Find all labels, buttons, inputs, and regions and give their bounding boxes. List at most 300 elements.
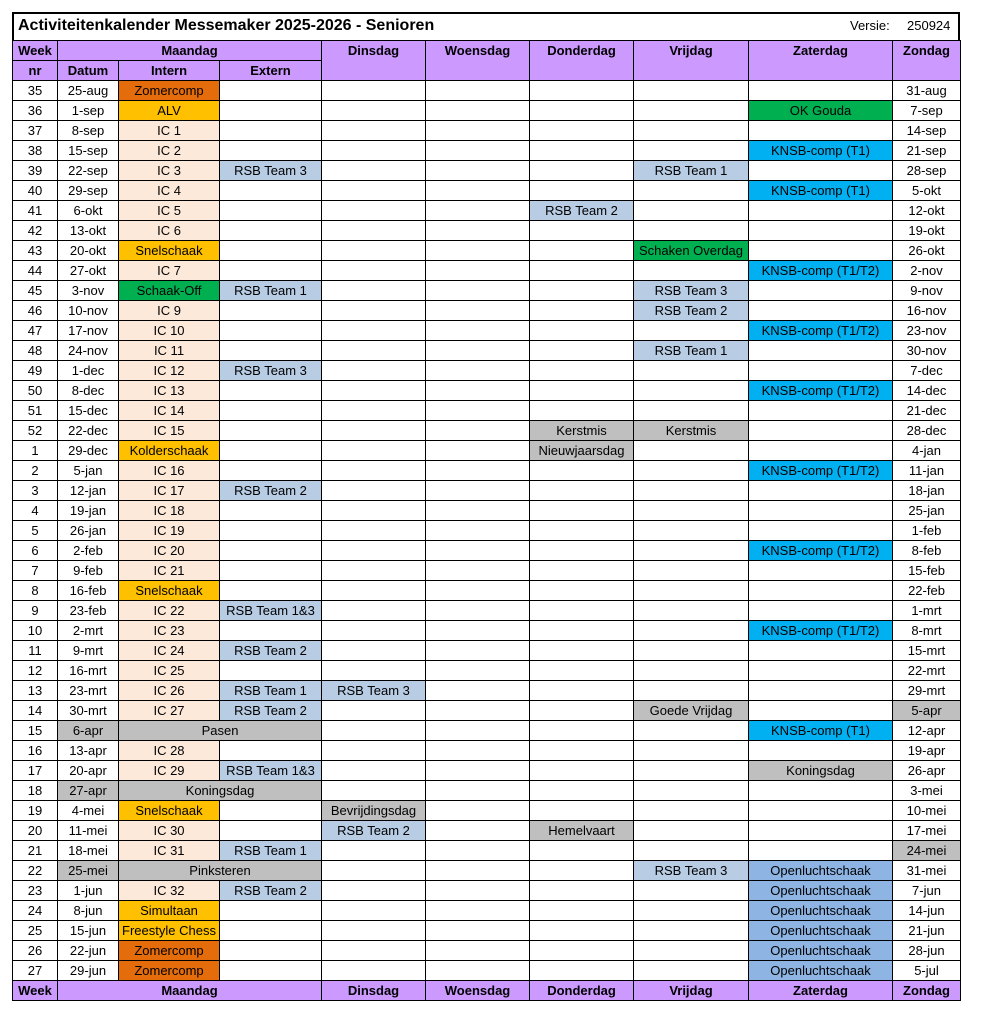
cell-datum: 8-sep [58,121,119,141]
table-row [13,141,961,161]
cell-extern [220,821,322,841]
table-row [13,461,961,481]
cell-dinsdag: RSB Team 3 [322,681,426,701]
cell-woensdag [426,561,530,581]
cell-zondag: 5-jul [893,961,961,981]
cell-extern: RSB Team 2 [220,481,322,501]
cell-week: 26 [13,941,58,961]
cell-extern: RSB Team 1&3 [220,601,322,621]
cell-intern: IC 1 [119,121,220,141]
table-row [13,161,961,181]
cell-extern: RSB Team 1&3 [220,761,322,781]
cell-dinsdag: RSB Team 2 [322,821,426,841]
table-row [13,341,961,361]
table-row [13,541,961,561]
cell-vrijdag [634,941,749,961]
cell-extern: RSB Team 2 [220,881,322,901]
cell-donderdag [530,461,634,481]
cell-week: 15 [13,721,58,741]
cell-zaterdag [749,641,893,661]
cell-dinsdag: Bevrijdingsdag [322,801,426,821]
cell-week: 45 [13,281,58,301]
cell-datum: 22-jun [58,941,119,961]
cell-donderdag [530,481,634,501]
cell-vrijdag [634,961,749,981]
cell-intern: IC 14 [119,401,220,421]
cell-zaterdag [749,161,893,181]
cell-week: 16 [13,741,58,761]
footer-dinsdag: Dinsdag [322,981,426,1001]
cell-intern: IC 5 [119,201,220,221]
cell-week: 46 [13,301,58,321]
cell-datum: 29-sep [58,181,119,201]
header-zaterdag: Zaterdag [749,41,893,81]
cell-dinsdag [322,901,426,921]
header-extern: Extern [220,61,322,81]
cell-extern [220,401,322,421]
cell-intern: IC 10 [119,321,220,341]
cell-zondag: 24-mei [893,841,961,861]
table-row [13,81,961,101]
cell-week: 14 [13,701,58,721]
cell-zaterdag: OK Gouda [749,101,893,121]
cell-donderdag [530,961,634,981]
cell-zondag: 15-mrt [893,641,961,661]
cell-woensdag [426,101,530,121]
cell-zaterdag [749,201,893,221]
cell-zondag: 1-feb [893,521,961,541]
cell-zondag: 17-mei [893,821,961,841]
cell-extern [220,961,322,981]
cell-dinsdag [322,281,426,301]
cell-datum: 1-sep [58,101,119,121]
cell-datum: 30-mrt [58,701,119,721]
table-row [13,181,961,201]
cell-week: 52 [13,421,58,441]
table-row [13,881,961,901]
cell-datum: 17-nov [58,321,119,341]
table-row [13,401,961,421]
cell-extern [220,521,322,541]
cell-vrijdag [634,401,749,421]
cell-intern: IC 32 [119,881,220,901]
table-row [13,261,961,281]
cell-extern [220,181,322,201]
cell-donderdag [530,721,634,741]
cell-dinsdag [322,301,426,321]
header-maandag: Maandag [58,41,322,61]
cell-zaterdag: KNSB-comp (T1/T2) [749,321,893,341]
cell-dinsdag [322,101,426,121]
cell-woensdag [426,641,530,661]
table-row [13,121,961,141]
cell-vrijdag [634,381,749,401]
table-row [13,821,961,841]
cell-dinsdag [322,121,426,141]
cell-week: 13 [13,681,58,701]
cell-week: 41 [13,201,58,221]
cell-datum: 16-mrt [58,661,119,681]
cell-vrijdag [634,321,749,341]
cell-week: 39 [13,161,58,181]
table-row [13,421,961,441]
cell-zaterdag [749,241,893,261]
cell-week: 49 [13,361,58,381]
cell-zaterdag [749,681,893,701]
cell-extern [220,321,322,341]
table-row [13,761,961,781]
cell-dinsdag [322,441,426,461]
cell-datum: 2-mrt [58,621,119,641]
cell-extern [220,81,322,101]
cell-intern: IC 23 [119,621,220,641]
cell-donderdag [530,921,634,941]
table-row [13,281,961,301]
cell-zaterdag: KNSB-comp (T1/T2) [749,621,893,641]
table-row [13,501,961,521]
cell-dinsdag [322,561,426,581]
cell-intern: IC 15 [119,421,220,441]
cell-extern: RSB Team 1 [220,841,322,861]
cell-zondag: 18-jan [893,481,961,501]
cell-week: 44 [13,261,58,281]
cell-extern: RSB Team 2 [220,641,322,661]
cell-intern: IC 13 [119,381,220,401]
table-row [13,301,961,321]
cell-week: 47 [13,321,58,341]
cell-intern: Simultaan [119,901,220,921]
cell-woensdag [426,301,530,321]
cell-extern [220,661,322,681]
cell-donderdag [530,941,634,961]
cell-dinsdag [322,381,426,401]
cell-vrijdag [634,101,749,121]
cell-vrijdag [634,601,749,621]
cell-woensdag [426,521,530,541]
cell-woensdag [426,801,530,821]
cell-datum: 1-jun [58,881,119,901]
header-nr: nr [13,61,58,81]
cell-extern [220,801,322,821]
cell-zaterdag: Openluchtschaak [749,901,893,921]
cell-woensdag [426,281,530,301]
cell-datum: 25-aug [58,81,119,101]
cell-zaterdag: Openluchtschaak [749,881,893,901]
cell-woensdag [426,941,530,961]
cell-extern [220,901,322,921]
table-row [13,741,961,761]
cell-zondag: 5-apr [893,701,961,721]
table-row [13,321,961,341]
cell-zondag: 12-apr [893,721,961,741]
cell-donderdag [530,401,634,421]
cell-extern [220,121,322,141]
cell-donderdag [530,901,634,921]
cell-vrijdag [634,681,749,701]
cell-datum: 27-apr [58,781,119,801]
cell-zaterdag: KNSB-comp (T1/T2) [749,381,893,401]
table-row [13,641,961,661]
cell-zaterdag: Openluchtschaak [749,941,893,961]
cell-week: 3 [13,481,58,501]
table-row [13,221,961,241]
cell-datum: 15-dec [58,401,119,421]
cell-zaterdag [749,361,893,381]
cell-week: 37 [13,121,58,141]
footer-vrijdag: Vrijdag [634,981,749,1001]
table-row [13,621,961,641]
cell-week: 2 [13,461,58,481]
table-row [13,941,961,961]
cell-intern: IC 18 [119,501,220,521]
cell-vrijdag [634,81,749,101]
cell-zondag: 21-jun [893,921,961,941]
cell-datum: 27-okt [58,261,119,281]
cell-extern [220,461,322,481]
cell-datum: 9-feb [58,561,119,581]
cell-zaterdag [749,81,893,101]
cell-datum: 5-jan [58,461,119,481]
cell-week: 36 [13,101,58,121]
cell-extern [220,621,322,641]
cell-woensdag [426,341,530,361]
cell-vrijdag [634,621,749,641]
cell-extern [220,421,322,441]
cell-datum: 13-apr [58,741,119,761]
cell-datum: 8-dec [58,381,119,401]
cell-zaterdag [749,341,893,361]
cell-vrijdag [634,821,749,841]
cell-dinsdag [322,81,426,101]
cell-donderdag [530,761,634,781]
cell-extern [220,241,322,261]
cell-zondag: 14-jun [893,901,961,921]
title-bar [12,12,960,40]
cell-woensdag [426,241,530,261]
cell-donderdag [530,661,634,681]
table-row [13,841,961,861]
calendar-table [12,40,961,1001]
cell-zaterdag: Koningsdag [749,761,893,781]
cell-zondag: 23-nov [893,321,961,341]
cell-dinsdag [322,601,426,621]
cell-extern [220,381,322,401]
cell-week: 38 [13,141,58,161]
table-row [13,241,961,261]
cell-zaterdag [749,501,893,521]
cell-intern: IC 17 [119,481,220,501]
cell-zondag: 29-mrt [893,681,961,701]
cell-week: 4 [13,501,58,521]
cell-week: 7 [13,561,58,581]
cell-vrijdag [634,561,749,581]
calendar-body [13,81,961,981]
table-row [13,901,961,921]
cell-donderdag [530,161,634,181]
cell-intern: IC 30 [119,821,220,841]
cell-zondag: 3-mei [893,781,961,801]
cell-donderdag [530,781,634,801]
cell-zondag: 4-jan [893,441,961,461]
cell-zaterdag: Openluchtschaak [749,861,893,881]
cell-woensdag [426,481,530,501]
table-row [13,581,961,601]
cell-dinsdag [322,241,426,261]
cell-extern [220,201,322,221]
cell-dinsdag [322,541,426,561]
cell-woensdag [426,541,530,561]
cell-woensdag [426,921,530,941]
cell-zaterdag [749,661,893,681]
header-dinsdag: Dinsdag [322,41,426,81]
cell-extern [220,581,322,601]
cell-dinsdag [322,521,426,541]
cell-dinsdag [322,581,426,601]
cell-woensdag [426,881,530,901]
header-vrijdag: Vrijdag [634,41,749,81]
cell-intern: IC 22 [119,601,220,621]
cell-donderdag [530,181,634,201]
cell-vrijdag [634,641,749,661]
cell-datum: 22-dec [58,421,119,441]
cell-week: 42 [13,221,58,241]
cell-intern: IC 3 [119,161,220,181]
cell-holiday: Pinksteren [119,861,322,881]
cell-donderdag [530,601,634,621]
cell-donderdag [530,301,634,321]
cell-intern: IC 27 [119,701,220,721]
cell-woensdag [426,661,530,681]
cell-dinsdag [322,361,426,381]
cell-woensdag [426,741,530,761]
cell-intern: Zomercomp [119,961,220,981]
cell-vrijdag: Goede Vrijdag [634,701,749,721]
cell-dinsdag [322,841,426,861]
cell-extern [220,341,322,361]
cell-holiday: Pasen [119,721,322,741]
cell-zaterdag [749,441,893,461]
cell-dinsdag [322,401,426,421]
cell-woensdag [426,681,530,701]
cell-vrijdag [634,141,749,161]
cell-datum: 6-apr [58,721,119,741]
cell-dinsdag [322,481,426,501]
cell-woensdag [426,761,530,781]
cell-vrijdag [634,881,749,901]
header-week: Week [13,41,58,61]
cell-zondag: 28-sep [893,161,961,181]
cell-extern [220,741,322,761]
cell-dinsdag [322,161,426,181]
cell-datum: 29-jun [58,961,119,981]
cell-woensdag [426,361,530,381]
cell-donderdag [530,501,634,521]
cell-week: 1 [13,441,58,461]
cell-datum: 9-mrt [58,641,119,661]
cell-zondag: 9-nov [893,281,961,301]
cell-vrijdag [634,361,749,381]
cell-zaterdag [749,741,893,761]
table-row [13,521,961,541]
cell-datum: 2-feb [58,541,119,561]
cell-zondag: 10-mei [893,801,961,821]
cell-vrijdag [634,921,749,941]
cell-vrijdag [634,441,749,461]
cell-week: 11 [13,641,58,661]
cell-woensdag [426,861,530,881]
cell-dinsdag [322,621,426,641]
cell-donderdag [530,801,634,821]
cell-donderdag [530,561,634,581]
cell-zondag: 7-jun [893,881,961,901]
cell-zondag: 31-aug [893,81,961,101]
cell-intern: IC 19 [119,521,220,541]
header-intern: Intern [119,61,220,81]
cell-intern: Zomercomp [119,81,220,101]
cell-dinsdag [322,261,426,281]
cell-extern: RSB Team 3 [220,361,322,381]
cell-vrijdag [634,481,749,501]
cell-datum: 11-mei [58,821,119,841]
cell-extern: RSB Team 1 [220,681,322,701]
cell-vrijdag [634,721,749,741]
cell-zondag: 8-mrt [893,621,961,641]
cell-datum: 10-nov [58,301,119,321]
cell-extern: RSB Team 1 [220,281,322,301]
cell-zondag: 22-mrt [893,661,961,681]
table-row [13,441,961,461]
cell-zaterdag [749,841,893,861]
cell-zaterdag [749,221,893,241]
cell-woensdag [426,841,530,861]
cell-intern: Kolderschaak [119,441,220,461]
cell-woensdag [426,721,530,741]
table-row [13,361,961,381]
table-row [13,481,961,501]
cell-vrijdag [634,661,749,681]
cell-intern: IC 11 [119,341,220,361]
cell-extern [220,221,322,241]
cell-week: 22 [13,861,58,881]
cell-extern [220,921,322,941]
cell-zaterdag [749,421,893,441]
cell-zaterdag: Openluchtschaak [749,961,893,981]
page-title: Activiteitenkalender Messemaker 2025-2026 - Senioren [18,17,435,34]
cell-donderdag [530,261,634,281]
cell-vrijdag [634,261,749,281]
cell-woensdag [426,181,530,201]
cell-zaterdag [749,781,893,801]
cell-vrijdag: RSB Team 3 [634,281,749,301]
cell-zaterdag [749,601,893,621]
cell-vrijdag [634,581,749,601]
cell-zondag: 16-nov [893,301,961,321]
cell-vrijdag: RSB Team 1 [634,341,749,361]
cell-zondag: 31-mei [893,861,961,881]
cell-extern: RSB Team 2 [220,701,322,721]
cell-zondag: 1-mrt [893,601,961,621]
cell-intern: IC 29 [119,761,220,781]
cell-woensdag [426,821,530,841]
cell-zaterdag [749,121,893,141]
cell-zaterdag [749,821,893,841]
footer-woensdag: Woensdag [426,981,530,1001]
cell-datum: 8-jun [58,901,119,921]
cell-zondag: 21-sep [893,141,961,161]
cell-intern: Zomercomp [119,941,220,961]
cell-woensdag [426,401,530,421]
cell-donderdag [530,741,634,761]
